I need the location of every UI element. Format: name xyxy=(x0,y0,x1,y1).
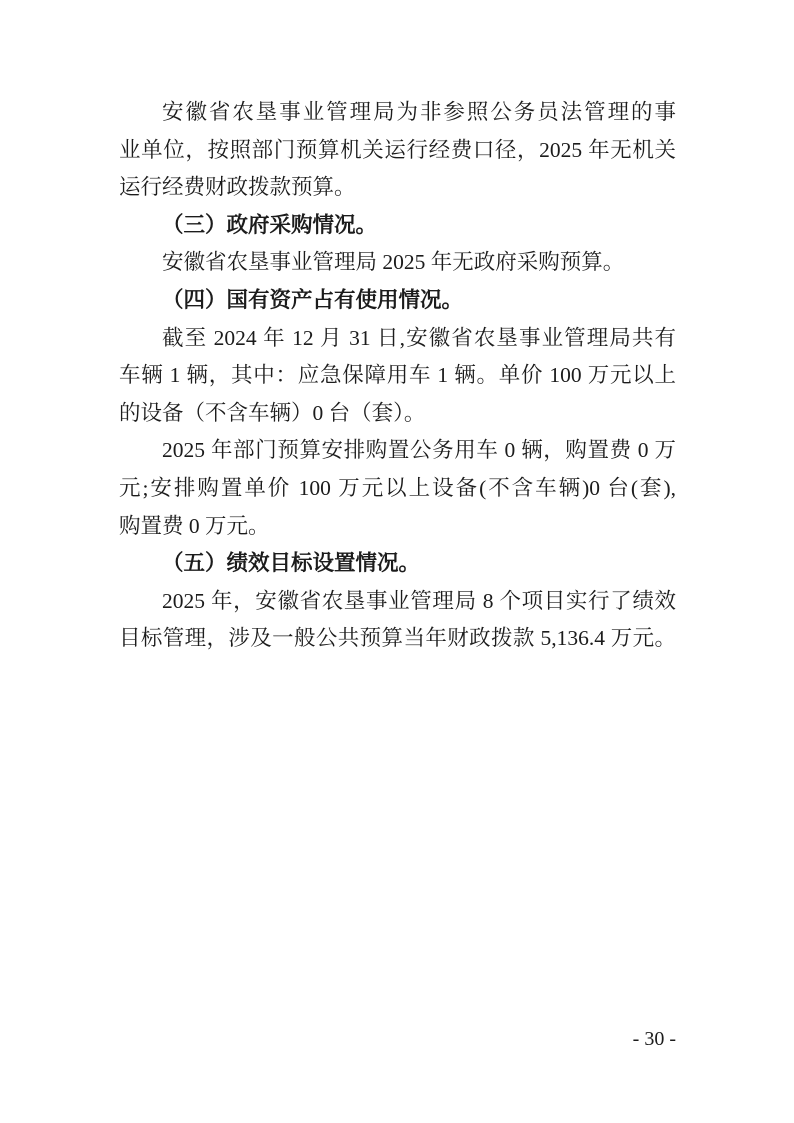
page-footer xyxy=(119,1028,676,1050)
text-line: 运行经费财政拨款预算。 xyxy=(119,175,356,200)
document-body xyxy=(119,94,676,658)
text-line: 购置费 0 万元。 xyxy=(119,513,270,538)
section-heading xyxy=(119,545,676,583)
paragraph xyxy=(119,244,676,282)
paragraph xyxy=(119,432,676,545)
text-line: 的设备（不含车辆）0 台（套）。 xyxy=(119,400,426,425)
text-line: 2025 年，安徽省农垦事业管理局 8 个项目实行了绩效 xyxy=(162,588,676,613)
page-number: - 30 - xyxy=(632,1028,676,1050)
text-line: 业单位，按照部门预算机关运行经费口径，2025 年无机关 xyxy=(119,137,676,162)
paragraph xyxy=(119,94,676,207)
text-line: 安徽省农垦事业管理局 2025 年无政府采购预算。 xyxy=(162,250,625,275)
paragraph xyxy=(119,583,676,658)
text-line: 元;安排购置单价 100 万元以上设备(不含车辆)0 台(套), xyxy=(119,475,676,500)
text-line: （四）国有资产占有使用情况。 xyxy=(162,287,464,312)
text-line: 车辆 1 辆，其中：应急保障用车 1 辆。单价 100 万元以上 xyxy=(119,363,676,388)
paragraph xyxy=(119,320,676,433)
text-line: 截至 2024 年 12 月 31 日,安徽省农垦事业管理局共有 xyxy=(162,325,676,350)
section-heading xyxy=(119,282,676,320)
text-line: （三）政府采购情况。 xyxy=(162,212,378,237)
text-line: 安徽省农垦事业管理局为非参照公务员法管理的事 xyxy=(162,100,676,124)
text-line: 2025 年部门预算安排购置公务用车 0 辆，购置费 0 万 xyxy=(162,438,676,463)
text-line: 目标管理，涉及一般公共预算当年财政拨款 5,136.4 万元。 xyxy=(119,626,676,651)
section-heading xyxy=(119,207,676,245)
text-line: （五）绩效目标设置情况。 xyxy=(162,551,421,576)
